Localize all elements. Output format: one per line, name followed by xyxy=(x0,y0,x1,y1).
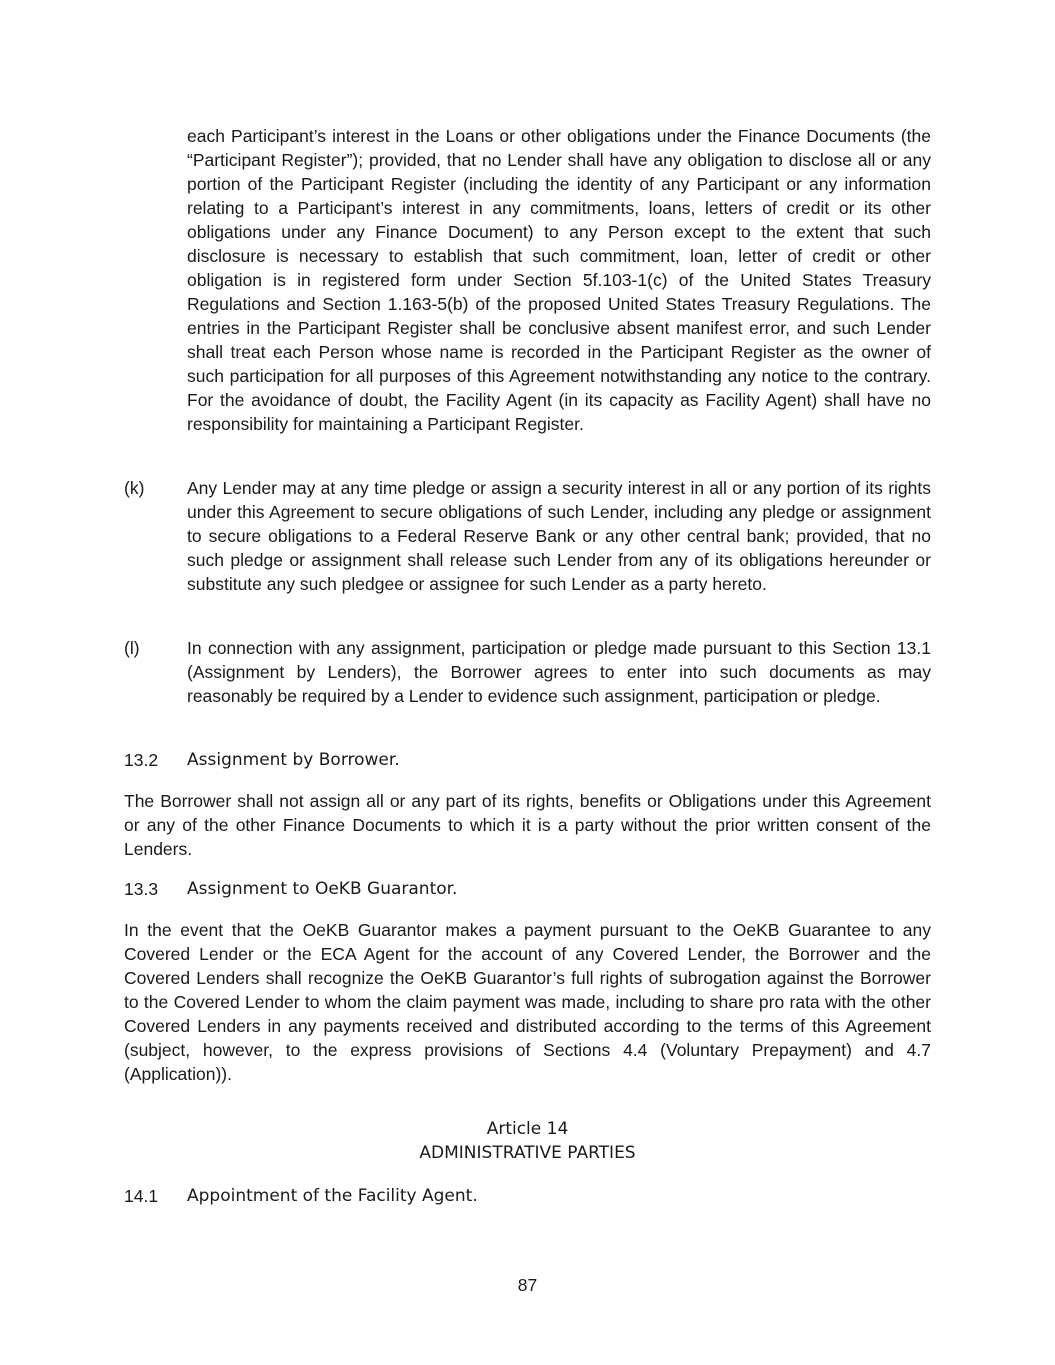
section-14-1-number: 14.1 xyxy=(124,1186,159,1206)
section-13-3-title: Assignment to OeKB Guarantor. xyxy=(187,879,458,899)
clause-k-text: Any Lender may at any time pledge or assign a security interest in all or any portion of its rights under this Agreement to secure obligations of such Lender, including any pledge or assignment to secure obligations to a Federal Reserve Bank or any other central bank; provided, that no such pledge or assignment shall release such Lender from any of its obligations hereunder or substitute any such pledgee or assignee for such Lender as a party hereto. xyxy=(187,478,931,594)
clause-l-label: (l) xyxy=(124,638,140,658)
section-14-1-title: Appointment of the Facility Agent. xyxy=(187,1186,478,1206)
article-title: ADMINISTRATIVE PARTIES xyxy=(419,1143,636,1163)
clause-k-label: (k) xyxy=(124,478,145,498)
section-13-3-number: 13.3 xyxy=(124,879,159,899)
section-13-2-title: Assignment by Borrower. xyxy=(187,750,400,770)
clause-l-text: In connection with any assignment, participation or pledge made pursuant to this Section 13.1 (Assignment by Lenders), the Borrower agrees to enter into such documents as may reasonably be required by a Lender to evidence such assignment, participation or pledge. xyxy=(187,638,931,706)
participant-register-paragraph: each Participant’s interest in the Loans or other obligations under the Finance Documents (the “Participant Register”); provided, that no Lender shall have any obligation to disclose all or any portion of the Participant Register (including the identity of any Participant or any information relating to a Participant’s interest in any commitments, loans, letters of credit or its other obligations under any Finance Document) to any Person except to the extent that such disclosure is necessary to establish that such commitment, loan, letter of credit or other obligation is in registered form under Section 5f.103-1(c) of the United States Treasury Regulations and Section 1.163-5(b) of the proposed United States Treasury Regulations. The entries in the Participant Register shall be conclusive absent manifest error, and such Lender shall treat each Person whose name is recorded in the Participant Register as the owner of such participation for all purposes of this Agreement notwithstanding any notice to the contrary. For the avoidance of doubt, the Facility Agent (in its capacity as Facility Agent) shall have no responsibility for maintaining a Participant Register. xyxy=(187,126,931,434)
section-13-3-body: In the event that the OeKB Guarantor makes a payment pursuant to the OeKB Guarantee to any Covered Lender or the ECA Agent for the account of any Covered Lender, the Borrower and the Covered Lenders shall recognize the OeKB Guarantor’s full rights of subrogation against the Borrower to the Covered Lender to whom the claim payment was made, including to share pro rata with the other Covered Lenders in any payments received and distributed according to the terms of this Agreement (subject, however, to the express provisions of Sections 4.4 (Voluntary Prepayment) and 4.7 (Application)). xyxy=(124,920,931,1084)
section-13-2-body: The Borrower shall not assign all or any part of its rights, benefits or Obligations under this Agreement or any of the other Finance Documents to which it is a party without the prior written consent of the Lenders. xyxy=(124,791,931,859)
page-number: 87 xyxy=(517,1275,538,1295)
article-label: Article 14 xyxy=(486,1119,569,1139)
section-13-2-number: 13.2 xyxy=(124,750,159,770)
